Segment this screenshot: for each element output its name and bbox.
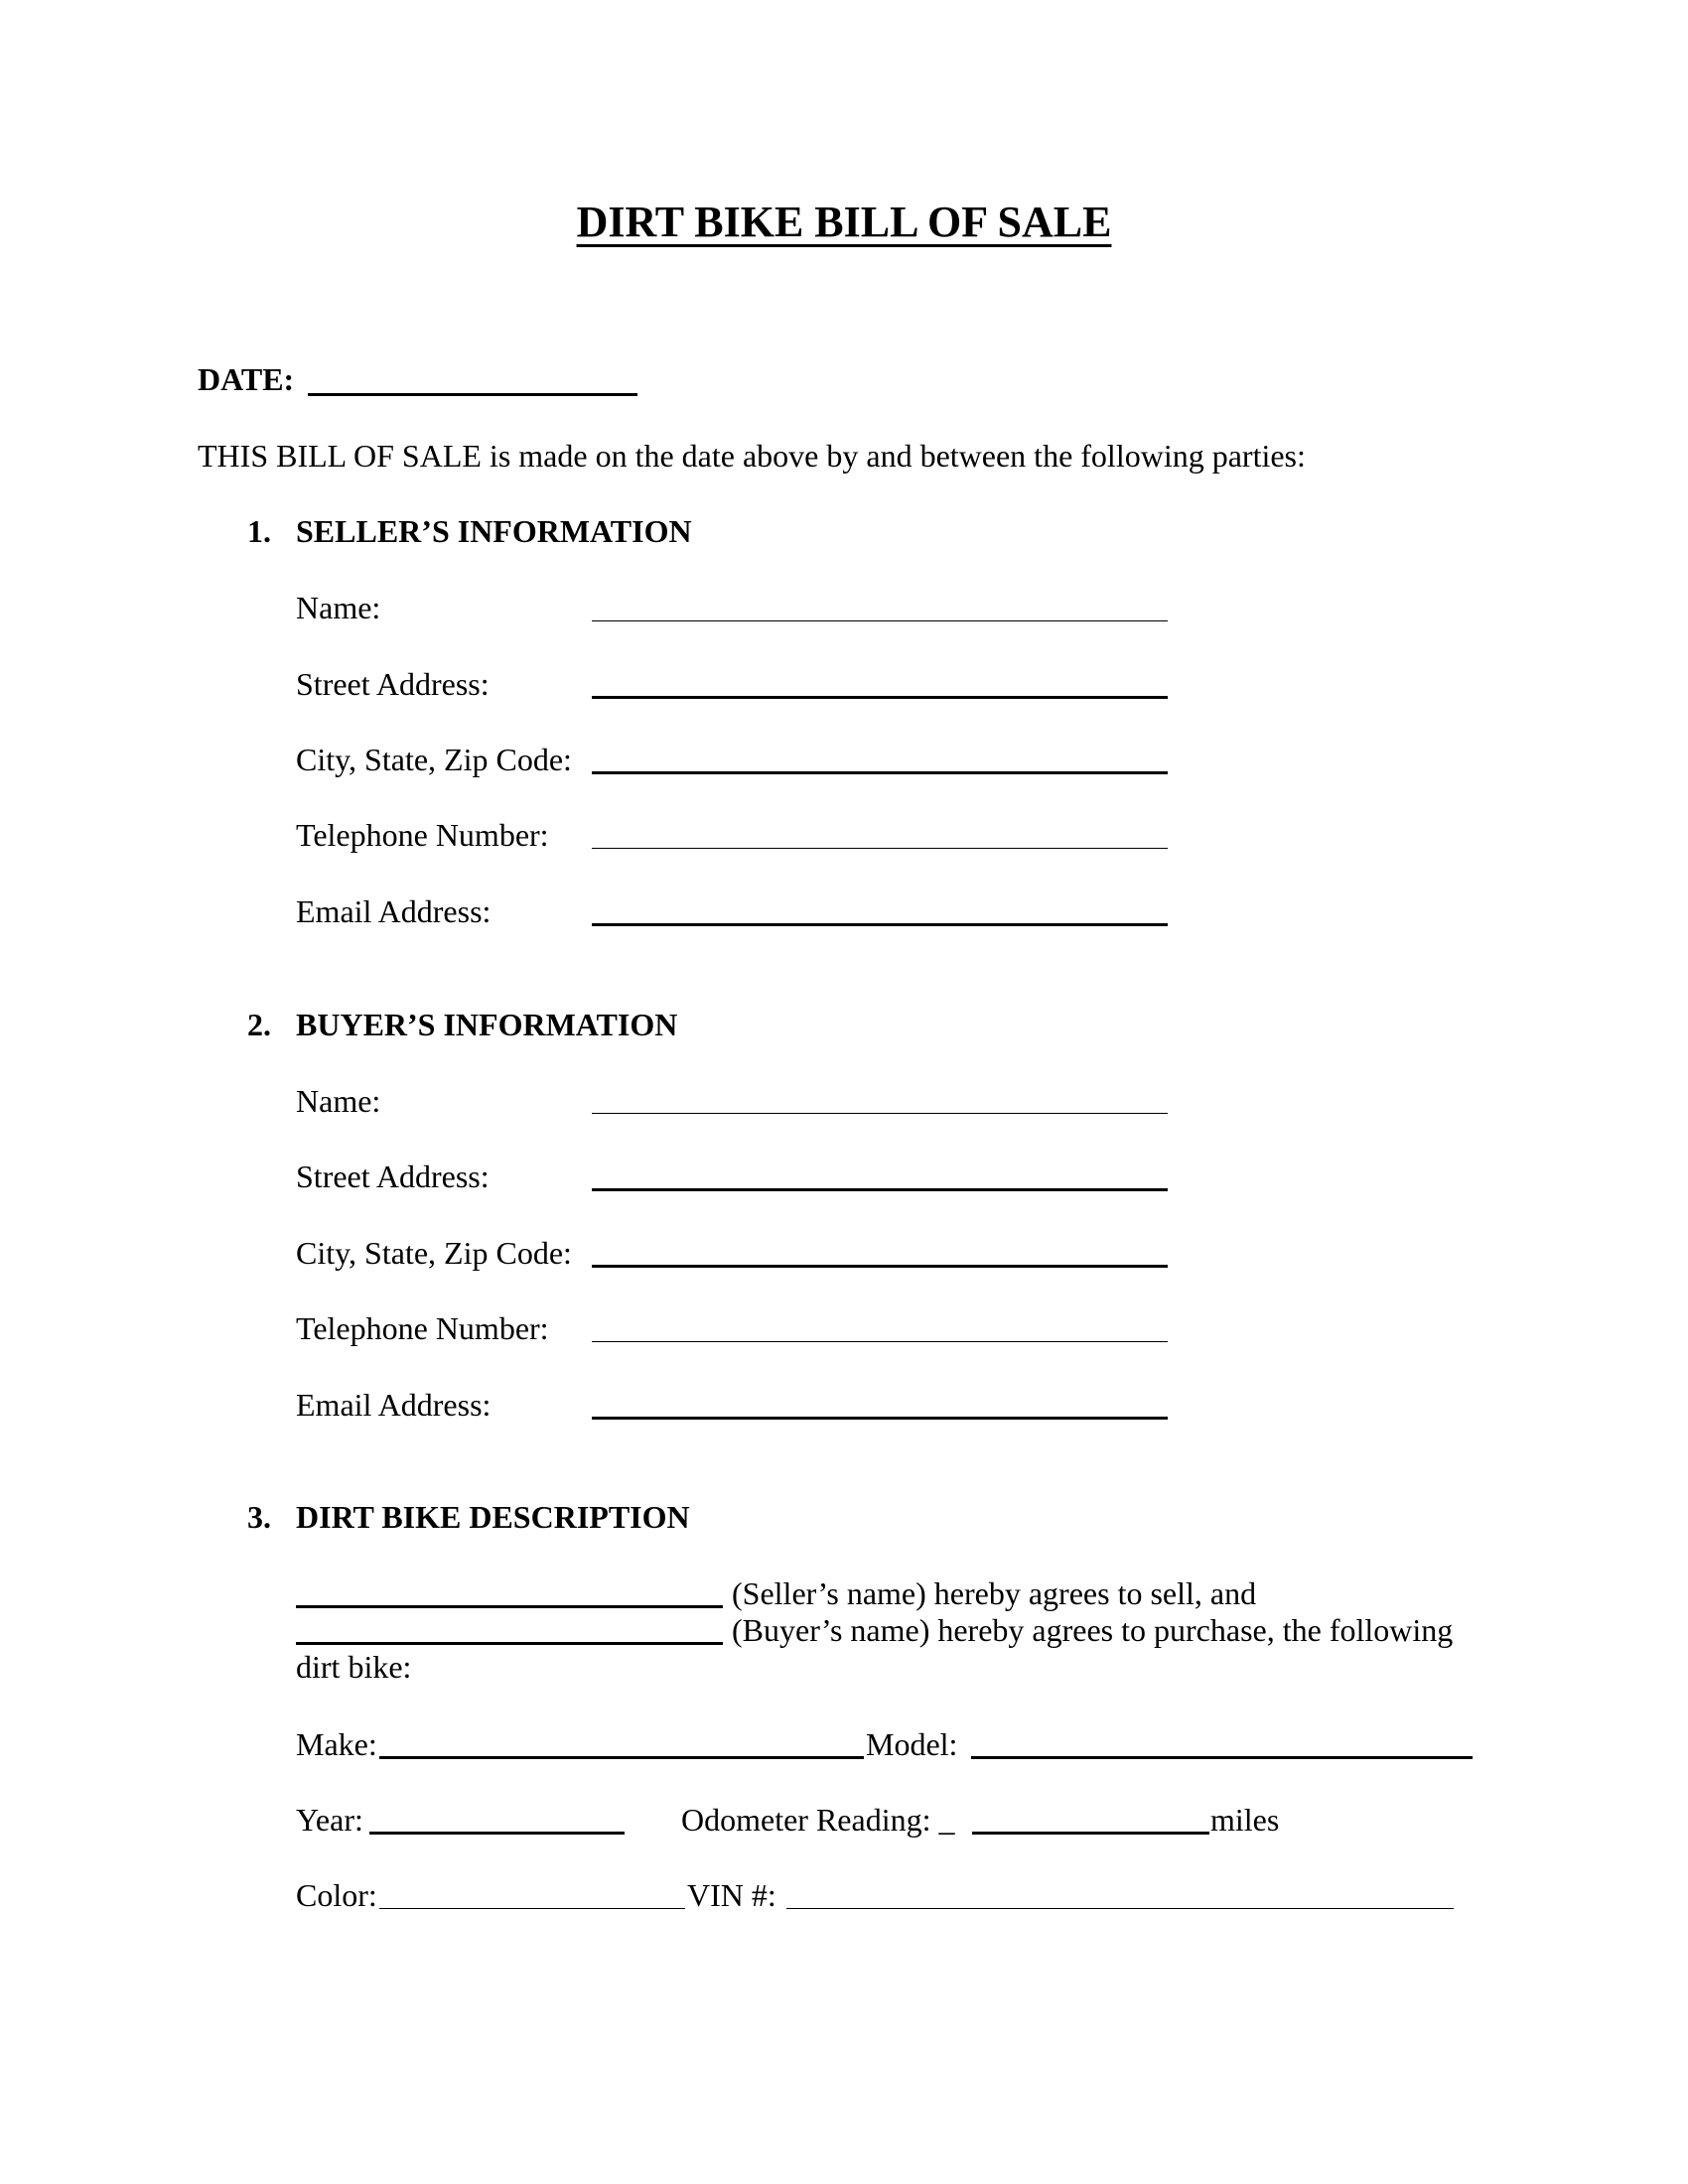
date-label: DATE: (198, 361, 295, 397)
make-field[interactable] (379, 1756, 864, 1759)
seller-name-label: Name: (296, 590, 381, 625)
miles-unit: miles (1210, 1802, 1280, 1838)
buyer-phone-label: Telephone Number: (296, 1310, 549, 1346)
buyer-email-field[interactable] (592, 1417, 1168, 1420)
color-label: Color: (296, 1877, 377, 1913)
seller-phone-label: Telephone Number: (296, 817, 549, 853)
buyer-name-label: Name: (296, 1083, 381, 1119)
buyer-name-field[interactable] (592, 1113, 1168, 1114)
odometer-field[interactable] (972, 1832, 1209, 1835)
seller-street-field[interactable] (592, 696, 1168, 699)
seller-name-field[interactable] (592, 620, 1168, 621)
bike-section-number: 3. (247, 1499, 271, 1535)
seller-email-label: Email Address: (296, 893, 492, 929)
bike-section-heading: DIRT BIKE DESCRIPTION (296, 1499, 690, 1535)
model-label: Model: (866, 1726, 958, 1762)
document-title: DIRT BIKE BILL OF SALE (576, 198, 1112, 246)
buyer-city-field[interactable] (592, 1265, 1168, 1268)
buyer-section-heading: BUYER’S INFORMATION (296, 1007, 678, 1042)
date-field[interactable] (308, 393, 637, 396)
agreement-buyer-name-field[interactable] (296, 1642, 723, 1645)
seller-section-number: 1. (247, 513, 271, 549)
year-label: Year: (296, 1802, 363, 1838)
agreement-seller-name-field[interactable] (296, 1605, 723, 1608)
seller-city-label: City, State, Zip Code: (296, 742, 572, 777)
buyer-phone-field[interactable] (592, 1341, 1168, 1342)
seller-phone-field[interactable] (592, 848, 1168, 849)
buyer-city-label: City, State, Zip Code: (296, 1235, 572, 1271)
year-field[interactable] (369, 1832, 625, 1835)
buyer-section-number: 2. (247, 1007, 271, 1042)
intro-text: THIS BILL OF SALE is made on the date above by and between the following parties: (198, 438, 1306, 474)
vin-field[interactable] (786, 1908, 1454, 1909)
seller-city-field[interactable] (592, 771, 1168, 774)
agreement-buyer-text: (Buyer’s name) hereby agrees to purchase, the following (732, 1612, 1454, 1648)
color-field[interactable] (379, 1908, 685, 1909)
make-label: Make: (296, 1726, 377, 1762)
buyer-street-field[interactable] (592, 1188, 1168, 1191)
vin-label: VIN #: (687, 1877, 776, 1913)
odometer-label: Odometer Reading: _ (681, 1802, 955, 1838)
model-field[interactable] (971, 1756, 1473, 1759)
agreement-seller-text: (Seller’s name) hereby agrees to sell, and (732, 1575, 1257, 1611)
agreement-tail-text: dirt bike: (296, 1649, 412, 1685)
buyer-email-label: Email Address: (296, 1387, 492, 1423)
seller-email-field[interactable] (592, 923, 1168, 926)
seller-section-heading: SELLER’S INFORMATION (296, 513, 692, 549)
seller-street-label: Street Address: (296, 666, 490, 702)
buyer-street-label: Street Address: (296, 1159, 490, 1194)
